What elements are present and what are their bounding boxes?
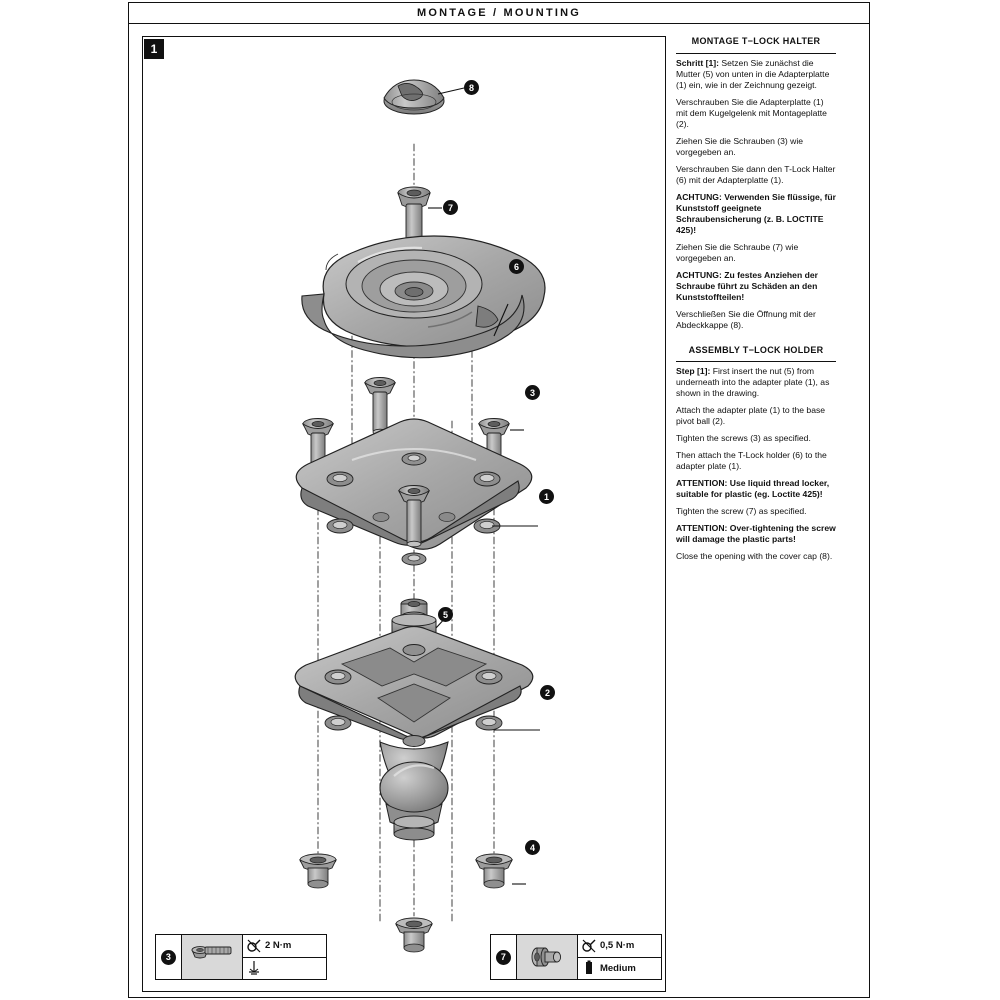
grease-icon xyxy=(243,960,265,976)
spec-3-number: 3 xyxy=(161,950,176,965)
callout-5: 5 xyxy=(438,607,453,622)
threadlocker-icon xyxy=(578,960,600,976)
part-nut-4-left xyxy=(300,854,336,888)
exploded-assembly-drawing xyxy=(142,36,666,992)
callout-3: 3 xyxy=(525,385,540,400)
part-nut-4-bottom xyxy=(396,918,432,952)
instructions-heading-en: ASSEMBLY T−LOCK HOLDER xyxy=(688,344,824,355)
step-number-badge: 1 xyxy=(144,39,164,59)
heading-divider-en xyxy=(676,361,836,362)
spec-7-second-value: Medium xyxy=(599,962,636,974)
part-nut-4-right xyxy=(476,854,512,888)
instruction-en-3: Tighten the screws (3) as specified. xyxy=(676,433,811,444)
spec-7-number-cell xyxy=(491,935,517,979)
instruction-de-1-text: Setzen Sie zunächst die Mutter (5) von unten in die Adapterplatte (1) ein, wie in der Zeichnung gezeigt. xyxy=(676,57,830,90)
instruction-en-1 xyxy=(676,366,836,399)
countersunk-screw-icon xyxy=(186,944,238,970)
instruction-de-7-lead: ACHTUNG: Zu festes Anziehen der Schraube führt zu Schäden an den Kunststoffteilen! xyxy=(676,269,818,302)
callout-2: 2 xyxy=(540,685,555,700)
spec-7-torque-value: 0,5 N·m xyxy=(599,940,635,952)
instruction-en-5-lead: ATTENTION: Use liquid thread locker, suitable for plastic (eg. Loctite 425)! xyxy=(676,478,830,500)
callout-6: 6 xyxy=(509,259,524,274)
instruction-en-7-lead: ATTENTION: Over-tightening the screw will damage the plastic parts! xyxy=(676,523,836,545)
instructions-heading-de: MONTAGE T−LOCK HALTER xyxy=(691,36,821,46)
instruction-en-5 xyxy=(676,478,836,500)
spec-7-number: 7 xyxy=(496,950,511,965)
callout-7: 7 xyxy=(443,200,458,215)
torque-wrench-icon xyxy=(578,938,600,954)
callout-4: 4 xyxy=(525,840,540,855)
callout-1: 1 xyxy=(539,489,554,504)
part-cover-cap-8 xyxy=(384,80,444,114)
spec-7-values xyxy=(578,935,661,979)
spec-3-torque-value: 2 N·m xyxy=(264,940,292,952)
instructions-column xyxy=(676,36,836,568)
instruction-de-8: Verschließen Sie die Öffnung mit der Abdeckkappe (8). xyxy=(676,308,816,330)
instruction-de-6: Ziehen Sie die Schraube (7) wie vorgegeben an. xyxy=(676,241,799,263)
part-base-pivot-ball-2 xyxy=(295,627,533,841)
spec-3-second-row xyxy=(243,958,326,980)
callout-8: 8 xyxy=(464,80,479,95)
torque-spec-box-7 xyxy=(490,934,662,980)
instruction-de-2: Verschrauben Sie die Adapterplatte (1) mit dem Kugelgelenk mit Montageplatte (2). xyxy=(676,96,827,129)
part-screw-7 xyxy=(398,187,430,243)
instruction-en-7 xyxy=(676,523,836,545)
instruction-de-1 xyxy=(676,58,836,91)
instruction-en-6: Tighten the screw (7) as specified. xyxy=(676,506,807,517)
heading-divider-de xyxy=(676,53,836,54)
instruction-en-1-text: First insert the nut (5) from underneath into the adapter plate (1), as shown in the drawing. xyxy=(676,366,830,399)
instruction-en-2: Attach the adapter plate (1) to the base pivot ball (2). xyxy=(676,405,826,427)
instruction-de-5-lead: ACHTUNG: Verwenden Sie flüssige, für Kunststoff geeignete Schraubensicherung (z. B. LOCTITE 425)! xyxy=(676,191,836,235)
instruction-de-3: Ziehen Sie die Schrauben (3) wie vorgegeben an. xyxy=(676,135,804,157)
torque-wrench-icon xyxy=(243,938,265,954)
spec-7-torque-row xyxy=(578,935,661,958)
header-bar xyxy=(128,2,870,24)
spec-3-part-cell xyxy=(182,935,243,979)
part-t-lock-holder-6 xyxy=(302,236,545,358)
spec-3-values xyxy=(243,935,326,979)
pan-head-screw-icon xyxy=(521,944,573,970)
instruction-de-1-lead: Schritt [1]: xyxy=(676,57,719,68)
page-title: MONTAGE / MOUNTING xyxy=(416,7,582,19)
spec-7-second-row xyxy=(578,958,661,980)
instruction-en-8: Close the opening with the cover cap (8). xyxy=(676,551,833,562)
instruction-en-1-lead: Step [1]: xyxy=(676,366,711,377)
instruction-en-4: Then attach the T-Lock holder (6) to the adapter plate (1). xyxy=(676,450,827,472)
instruction-de-7 xyxy=(676,270,836,303)
torque-spec-box-3 xyxy=(155,934,327,980)
spec-7-part-cell xyxy=(517,935,578,979)
instruction-de-4: Verschrauben Sie dann den T-Lock Halter (6) mit der Adapterplatte (1). xyxy=(676,163,836,185)
instruction-de-5 xyxy=(676,192,836,236)
spec-3-number-cell xyxy=(156,935,182,979)
spec-3-torque-row xyxy=(243,935,326,958)
